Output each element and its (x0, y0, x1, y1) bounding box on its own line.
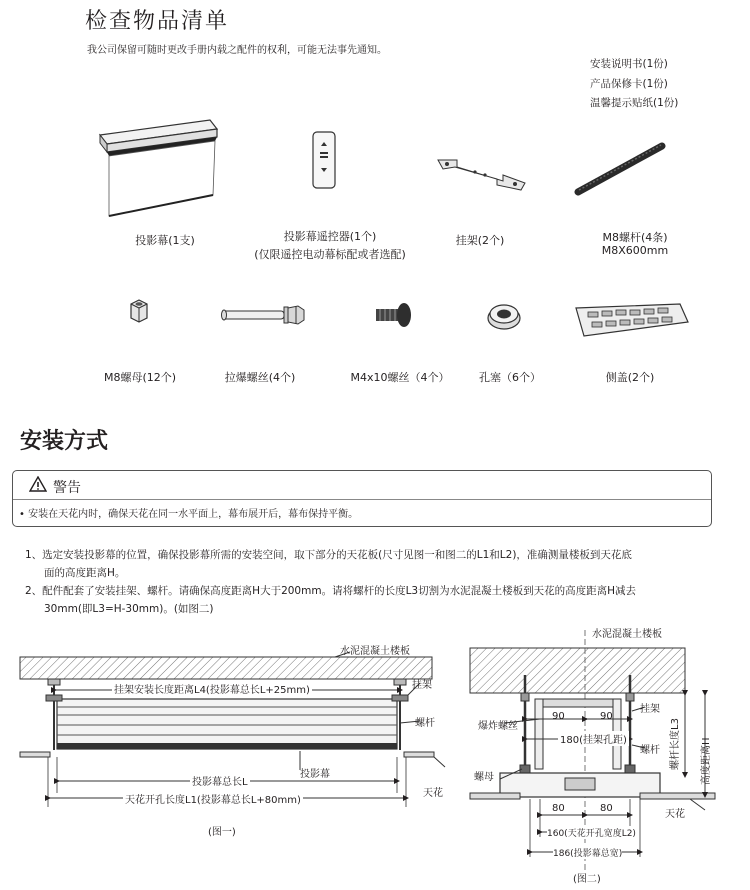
step-text: 30mm(即L3=H-30mm)。(如图二) (44, 603, 214, 615)
fig1-rod-label: 螺杆 (415, 718, 435, 729)
fig2-dim-80b: 80 (600, 803, 613, 814)
threaded-rod-icon (570, 140, 670, 200)
document-item: 温馨提示贴纸(1份) (590, 97, 679, 109)
fig2-h-label: 高度距离H (701, 737, 712, 785)
fig2-dim-total: 186(投影幕总宽) (553, 846, 622, 859)
fig1-screen-label: 投影幕 (300, 769, 330, 780)
fig2-rod-label: 螺杆 (640, 745, 660, 756)
screw-icon (372, 300, 416, 330)
fig2-expansion-label: 爆炸螺丝 (478, 721, 518, 732)
fig2-dim-l2: 160(天花开孔宽度L2) (547, 826, 636, 839)
warning-triangle-icon (29, 476, 47, 492)
hole-plug-icon (485, 300, 523, 332)
checklist-note: 我公司保留可随时更改手册内载之配件的权利，可能无法事先通知。 (87, 45, 387, 56)
fig1-ceiling-label: 天花 (423, 788, 443, 799)
fig1-slab-label: 水泥混凝土楼板 (340, 646, 410, 657)
fig2-nut-label: 螺母 (474, 772, 494, 783)
fig2-bracket-label: 挂架 (640, 704, 660, 715)
step-text: 2、配件配套了安装挂架、螺杆。请确保高度距离H大于200mm。请将螺杆的长度L3切割为水泥混凝土楼板到天花的高度距离H减去 (25, 585, 636, 597)
step-text: 面的高度距离H。 (44, 567, 126, 579)
item-label: 投影幕(1支) (135, 234, 195, 247)
figure2-caption: (图二) (573, 874, 601, 885)
item-label: M8螺杆(4条) (602, 231, 668, 244)
fig1-bracket-label: 挂架 (412, 680, 432, 691)
remote-control-icon (310, 130, 340, 192)
fig2-dim-80a: 80 (552, 803, 565, 814)
item-label: 拉爆螺丝(4个) (224, 371, 296, 384)
warning-header (13, 471, 711, 500)
document-item: 产品保修卡(1份) (590, 78, 668, 90)
item-sublabel: (仅限遥控电动幕标配或者选配) (254, 248, 406, 261)
item-label: 挂架(2个) (455, 234, 505, 247)
fig2-dim-90a: 90 (552, 711, 565, 722)
fig2-l3-label: 螺杆长度L3 (670, 718, 681, 770)
step-text: 1、选定安装投影幕的位置，确保投影幕所需的安装空间，取下部分的天花板(尺寸见图一和图二的L1和L2)，准确测量楼板到天花底 (25, 549, 632, 561)
item-label: 侧盖(2个) (605, 371, 655, 384)
fig2-dim-180: 180(挂架孔距) (558, 731, 629, 746)
install-title: 安装方式 (20, 429, 109, 454)
checklist-title: 检查物品清单 (85, 9, 230, 34)
warning-text: • 安装在天花内时，确保天花在同一水平面上，幕布展开后，幕布保持平衡。 (19, 509, 359, 520)
side-cover-icon (572, 302, 692, 340)
fig1-l4-label: 挂架安装长度距离L4(投影幕总长L+25mm) (112, 681, 312, 696)
item-label: 孔塞（6个） (479, 371, 541, 384)
fig2-dim-90b: 90 (600, 711, 613, 722)
fig2-ceiling-label: 天花 (665, 809, 685, 820)
expansion-bolt-icon (218, 302, 308, 328)
projector-screen-icon (95, 115, 225, 220)
warning-title: 警告 (53, 480, 81, 496)
item-label: M4x10螺丝（4个） (350, 371, 450, 384)
document-item: 安装说明书(1份) (590, 58, 668, 70)
item-label: M8螺母(12个) (103, 371, 177, 384)
item-sublabel: M8X600mm (601, 244, 669, 257)
item-label: 投影幕遥控器(1个) (283, 230, 377, 243)
warning-box (12, 470, 712, 527)
figure1-caption: (图一) (208, 827, 236, 838)
fig2-slab-label: 水泥混凝土楼板 (592, 629, 662, 640)
fig1-length-label: 投影幕总长L (190, 773, 250, 788)
bracket-icon (435, 155, 530, 195)
fig1-l1-label: 天花开孔长度L1(投影幕总长L+80mm) (123, 791, 303, 806)
nut-icon (128, 298, 150, 326)
